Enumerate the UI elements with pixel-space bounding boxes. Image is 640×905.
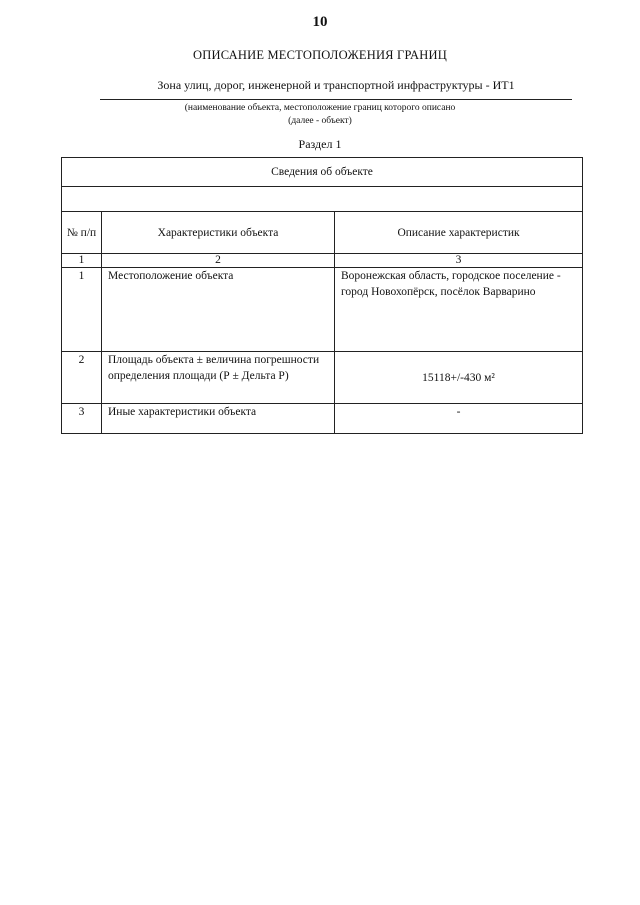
document-title: ОПИСАНИЕ МЕСТОПОЛОЖЕНИЯ ГРАНИЦ [193,48,447,62]
object-caption [0,102,640,128]
row-number: 3 [62,404,102,434]
row-description: Воронежская область, городское поселение - город Новохопёрск, посёлок Варварино [335,268,583,352]
table-row [62,268,583,352]
section-label: Раздел 1 [298,137,342,151]
caption-line-1: (наименование объекта, местоположение границ которого описано [184,103,456,113]
row-characteristic: Иные характеристики объекта [102,404,335,434]
column-number-2: 2 [102,254,335,268]
row-characteristic: Местоположение объекта [102,268,335,352]
header-description: Описание характеристик [335,212,583,254]
caption-line-2: (далее - объект) [288,116,352,126]
column-number-1: 1 [62,254,102,268]
table-row [62,352,583,404]
table-row [62,404,583,434]
column-number-row [62,254,583,268]
row-number: 2 [62,352,102,404]
object-info-table [61,157,583,434]
table-title-row [62,158,583,187]
column-number-3: 3 [335,254,583,268]
underline-rule [100,99,572,100]
table-header-row [62,212,583,254]
row-characteristic: Площадь объекта ± величина погрешности определения площади (Р ± Дельта Р) [102,352,335,404]
row-description: - [335,404,583,434]
header-number: № п/п [62,212,102,254]
row-description: 15118+/-430 м² [335,352,583,404]
table-spacer-cell [62,187,583,212]
object-name: Зона улиц, дорог, инженерной и транспортной инфраструктуры - ИТ1 [157,78,515,92]
page-number: 10 [312,14,328,30]
table-title: Сведения об объекте [62,158,583,187]
row-number: 1 [62,268,102,352]
header-characteristic: Характеристики объекта [102,212,335,254]
table-spacer-row [62,187,583,212]
